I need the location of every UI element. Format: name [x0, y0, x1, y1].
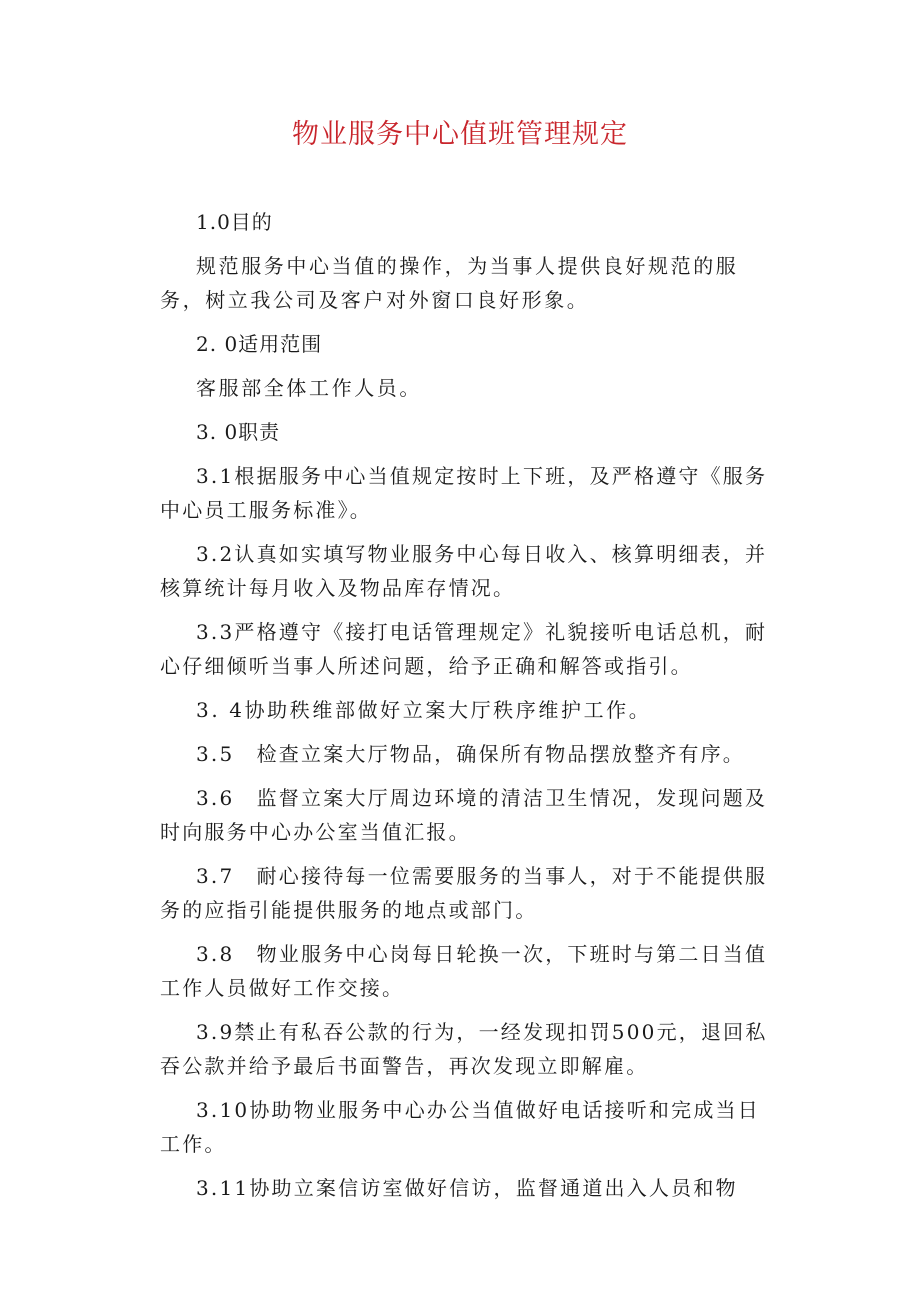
duty-item-3-10: 3.10协助物业服务中心办公当值做好电话接听和完成当日工作。	[160, 1098, 760, 1156]
duty-item-3-11: 3.11协助立案信访室做好信访，监督通道出入人员和物	[196, 1176, 738, 1200]
section-heading-duties: 3. 0职责	[196, 420, 281, 444]
paragraph-purpose: 规范服务中心当值的操作，为当事人提供良好规范的服务，树立我公司及客户对外窗口良好形象。	[160, 254, 739, 312]
duty-item-3-8: 3.8 物业服务中心岗每日轮换一次，下班时与第二日当值工作人员做好工作交接。	[160, 942, 768, 1000]
duty-item-3-3: 3.3严格遵守《接打电话管理规定》礼貌接听电话总机，耐心仔细倾听当事人所述问题，给予正确和解答或指引。	[160, 620, 768, 678]
document-title: 物业服务中心值班管理规定	[292, 119, 628, 150]
duty-item-3-1: 3.1根据服务中心当值规定按时上下班，及严格遵守《服务中心员工服务标准》。	[160, 464, 768, 522]
paragraph-scope: 客服部全体工作人员。	[196, 376, 422, 400]
duty-item-3-7: 3.7 耐心接待每一位需要服务的当事人，对于不能提供服务的应指引能提供服务的地点或部门。	[160, 864, 768, 922]
duty-item-3-4: 3. 4协助秩维部做好立案大厅秩序维护工作。	[196, 698, 652, 722]
duty-item-3-2: 3.2认真如实填写物业服务中心每日收入、核算明细表，并核算统计每月收入及物品库存情况。	[160, 542, 768, 600]
section-heading-scope: 2. 0适用范围	[196, 332, 323, 356]
section-heading-purpose: 1.0目的	[196, 210, 273, 234]
duty-item-3-5: 3.5 检查立案大厅物品，确保所有物品摆放整齐有序。	[196, 742, 746, 766]
duty-item-3-9: 3.9禁止有私吞公款的行为，一经发现扣罚500元，退回私吞公款并给予最后书面警告，再次发现立即解雇。	[160, 1020, 768, 1078]
document-body	[160, 205, 770, 1215]
duty-item-3-6: 3.6 监督立案大厅周边环境的清洁卫生情况，发现问题及时向服务中心办公室当值汇报。	[160, 786, 768, 844]
